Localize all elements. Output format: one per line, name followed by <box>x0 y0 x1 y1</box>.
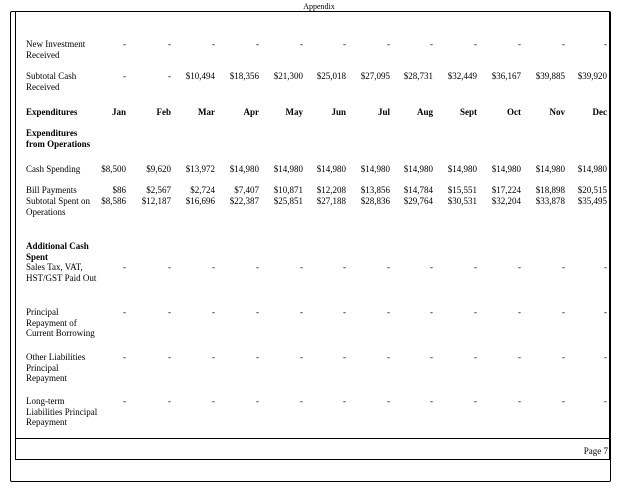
page-number: Page 7 <box>583 446 608 456</box>
table-cell: $10,494 <box>185 71 215 81</box>
table-cell: - <box>300 262 303 272</box>
table-cell: $14,980 <box>229 164 259 174</box>
month-header-feb: Feb <box>156 107 171 117</box>
table-cell: - <box>430 307 433 317</box>
month-header-jun: Jun <box>331 107 346 117</box>
table-cell: - <box>474 307 477 317</box>
table-cell: $35,495 <box>577 196 607 206</box>
table-cell: - <box>430 396 433 406</box>
table-cell: - <box>300 307 303 317</box>
month-header-dec: Dec <box>592 107 607 117</box>
table-cell: $28,731 <box>403 71 433 81</box>
table-cell: - <box>387 307 390 317</box>
table-cell: - <box>518 352 521 362</box>
table-cell: - <box>168 396 171 406</box>
table-cell: $25,018 <box>316 71 346 81</box>
table-cell: $86 <box>112 185 126 195</box>
table-cell: - <box>604 39 607 49</box>
table-cell: $30,531 <box>447 196 477 206</box>
table-cell: $14,980 <box>360 164 390 174</box>
month-header-oct: Oct <box>507 107 521 117</box>
table-cell: - <box>518 262 521 272</box>
month-header-apr: Apr <box>243 107 259 117</box>
table-cell: $20,515 <box>577 185 607 195</box>
table-cell: - <box>123 352 126 362</box>
table-cell: $21,300 <box>273 71 303 81</box>
table-cell: $39,920 <box>577 71 607 81</box>
table-cell: - <box>212 39 215 49</box>
table-cell: - <box>123 71 126 81</box>
row-label: Other Liabilities Principal Repayment <box>26 352 86 383</box>
table-cell: $14,980 <box>535 164 565 174</box>
table-cell: - <box>604 396 607 406</box>
table-cell: $16,696 <box>185 196 215 206</box>
table-cell: $22,387 <box>229 196 259 206</box>
row-label: Bill Payments <box>26 185 77 195</box>
table-cell: - <box>562 396 565 406</box>
table-cell: $14,980 <box>577 164 607 174</box>
table-cell: - <box>256 262 259 272</box>
table-cell: - <box>387 352 390 362</box>
table-cell: $13,856 <box>360 185 390 195</box>
table-cell: - <box>256 352 259 362</box>
table-cell: - <box>474 262 477 272</box>
table-cell: - <box>168 352 171 362</box>
table-cell: - <box>123 39 126 49</box>
table-cell: $12,187 <box>141 196 171 206</box>
table-cell: - <box>474 39 477 49</box>
table-cell: - <box>212 352 215 362</box>
table-cell: - <box>212 396 215 406</box>
table-cell: - <box>518 396 521 406</box>
table-cell: - <box>123 396 126 406</box>
table-cell: $14,980 <box>316 164 346 174</box>
table-cell: - <box>343 396 346 406</box>
table-cell: $18,356 <box>229 71 259 81</box>
table-cell: - <box>474 396 477 406</box>
table-cell: $14,980 <box>447 164 477 174</box>
table-cell: - <box>212 262 215 272</box>
row-label: Expenditures <box>26 107 78 117</box>
table-cell: $8,500 <box>101 164 126 174</box>
table-cell: - <box>430 352 433 362</box>
table-cell: - <box>604 307 607 317</box>
table-cell: $2,724 <box>190 185 215 195</box>
month-header-jul: Jul <box>377 107 390 117</box>
table-cell: - <box>474 352 477 362</box>
table-cell: - <box>430 262 433 272</box>
table-cell: - <box>562 307 565 317</box>
table-cell: - <box>343 262 346 272</box>
row-label: Principal Repayment of Current Borrowing <box>26 307 95 338</box>
table-cell: $12,208 <box>316 185 346 195</box>
table-cell: $33,878 <box>535 196 565 206</box>
table-cell: - <box>300 396 303 406</box>
month-header-aug: Aug <box>416 107 433 117</box>
table-cell: $39,885 <box>535 71 565 81</box>
table-cell: - <box>256 39 259 49</box>
table-cell: $14,980 <box>403 164 433 174</box>
table-cell: $27,095 <box>360 71 390 81</box>
row-label: Cash Spending <box>26 164 81 174</box>
row-label: New Investment Received <box>26 39 86 60</box>
table-cell: - <box>168 71 171 81</box>
month-header-nov: Nov <box>549 107 565 117</box>
row-label: Subtotal Cash Received <box>26 71 77 92</box>
table-cell: $10,871 <box>273 185 303 195</box>
table-cell: $28,836 <box>360 196 390 206</box>
table-cell: $14,980 <box>491 164 521 174</box>
table-cell: $8,586 <box>101 196 126 206</box>
table-cell: - <box>168 39 171 49</box>
table-cell: - <box>562 262 565 272</box>
table-cell: - <box>168 262 171 272</box>
table-cell: $9,620 <box>146 164 171 174</box>
table-cell: - <box>562 352 565 362</box>
table-cell: $32,204 <box>491 196 521 206</box>
row-label: Subtotal Spent on Operations <box>26 196 91 217</box>
row-label: Sales Tax, VAT, HST/GST Paid Out <box>26 262 97 283</box>
table-cell: - <box>387 396 390 406</box>
table-cell: - <box>123 262 126 272</box>
table-cell: $13,972 <box>185 164 215 174</box>
table-cell: $15,551 <box>447 185 477 195</box>
section-label: Expenditures from Operations <box>26 128 91 149</box>
table-cell: - <box>168 307 171 317</box>
table-cell: - <box>430 39 433 49</box>
table-bottom-rule <box>15 438 610 439</box>
table-cell: $25,851 <box>273 196 303 206</box>
table-cell: $27,188 <box>316 196 346 206</box>
table-cell: - <box>212 307 215 317</box>
section-label: Additional Cash Spent <box>26 241 89 262</box>
table-cell: $32,449 <box>447 71 477 81</box>
table-cell: - <box>343 39 346 49</box>
table-cell: - <box>387 262 390 272</box>
table-cell: - <box>604 352 607 362</box>
table-cell: $2,567 <box>146 185 171 195</box>
table-cell: - <box>343 352 346 362</box>
table-cell: $29,764 <box>403 196 433 206</box>
table-cell: - <box>343 307 346 317</box>
table-cell: - <box>387 39 390 49</box>
table-cell: $36,167 <box>491 71 521 81</box>
table-cell: - <box>604 262 607 272</box>
table-cell: - <box>300 39 303 49</box>
month-header-jan: Jan <box>111 107 126 117</box>
month-header-sept: Sept <box>459 107 477 117</box>
table-cell: $17,224 <box>491 185 521 195</box>
month-header-may: May <box>285 107 303 117</box>
table-cell: - <box>256 396 259 406</box>
table-cell: - <box>123 307 126 317</box>
table-cell: - <box>518 307 521 317</box>
month-header-mar: Mar <box>198 107 215 117</box>
table-cell: $18,898 <box>535 185 565 195</box>
table-cell: $7,407 <box>234 185 259 195</box>
table-cell: - <box>562 39 565 49</box>
table-cell: - <box>518 39 521 49</box>
table-cell: $14,784 <box>403 185 433 195</box>
page-header: Appendix <box>303 2 335 11</box>
table-cell: $14,980 <box>273 164 303 174</box>
table-cell: - <box>256 307 259 317</box>
row-label: Long-term Liabilities Principal Repayment <box>26 396 98 427</box>
table-cell: - <box>300 352 303 362</box>
